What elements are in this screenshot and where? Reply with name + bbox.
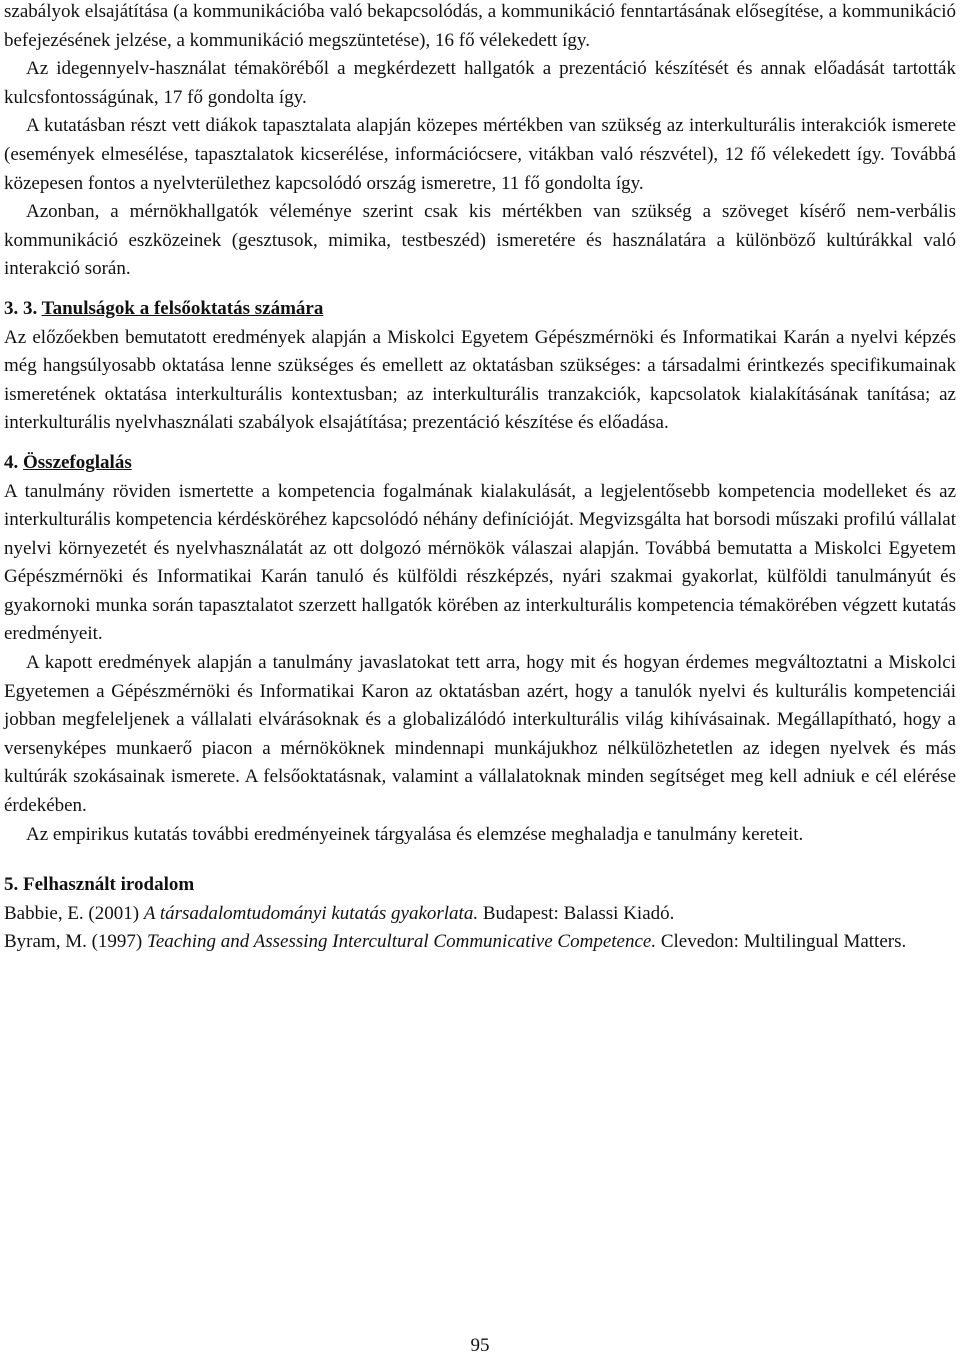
heading-title: Tanulságok a felsőoktatás számára: [41, 297, 324, 319]
paragraph-summary-3: Az empirikus kutatás további eredményeinek tárgyalása és elemzése meghaladja e tanulmány kereteit.: [26, 823, 804, 845]
paragraph-language-use: Az idegennyelv-használat témaköréből a megkérdezett hallgatók a prezentáció készítését és annak előadását tartották kulcsfontosságúnak, 17 fő gondolta így.: [4, 58, 956, 108]
heading-number: 5.: [4, 874, 19, 896]
heading-number: 4.: [4, 451, 19, 473]
reference-author: Byram, M. (1997): [4, 931, 148, 953]
paragraph-summary-2: A kapott eredmények alapján a tanulmány javaslatokat tett arra, hogy mit és hogyan érdemes megváltoztatni a Miskolci Egyetemen a Gépészmérnöki és Informatikai Karon az oktatásban azért, hogy a tanulók nyelvi és kulturális kompetenciái jobban megfeleljenek a vállalati elvárásoknak és a globalizálódó interkulturális világ kihívásainak. Megállapítható, hogy a versenyképes munkaerő piacon a mérnököknek mindennapi munkájukhoz nélkülözhetetlen az idegen nyelvek és más kultúrák szokásainak ismerete. A felsőoktatásnak, valamint a vállalatoknak minden segítséget meg kell adniuk e cél elérése érdekében.: [4, 652, 956, 817]
heading-title: Összefoglalás: [23, 451, 132, 473]
reference-author: Babbie, E. (2001): [4, 902, 144, 924]
paragraph-intercultural-interaction: A kutatásban részt vett diákok tapasztalata alapján közepes mértékben van szükség az interkulturális interakciók ismerete (események elmesélése, tapasztalatok kicserélése, információcsere, vitákban való részvétel), 12 fő vélekedett így. Továbbá közepesen fontos a nyelvterülethez kapcsolódó ország ismeretre, 11 fő gondolta így.: [4, 115, 956, 194]
heading-number: 3. 3.: [4, 297, 38, 319]
document-page: [4, 0, 956, 957]
reference-publisher: Budapest: Balassi Kiadó.: [478, 902, 675, 924]
heading-section-5: [4, 871, 956, 900]
heading-section-3-3: [4, 295, 956, 324]
page-number: 95: [470, 1335, 490, 1356]
heading-section-4: [4, 449, 956, 478]
reference-byram: [4, 928, 956, 957]
paragraph-nonverbal: Azonban, a mérnökhallgatók véleménye szerint csak kis mértékben van szükség a szöveget kísérő nem-verbális kommunikáció eszközeinek (gesztusok, mimika, testbeszéd) ismeretére és használatára a különböző kultúrákkal való interakció során.: [4, 201, 956, 280]
paragraph-continuation: szabályok elsajátítása (a kommunikációba való bekapcsolódás, a kommunikáció fenntartásának elősegítése, a kommunikáció befejezésének jelzése, a kommunikáció megszüntetése), 16 fő vélekedett így.: [4, 1, 956, 51]
paragraph-summary-1: A tanulmány röviden ismertette a kompetencia fogalmának kialakulását, a legjelentősebb kompetencia modelleket és az interkulturális kompetencia kérdésköréhez kapcsolódó néhány definícióját. Megvizsgálta hat borsodi műszaki profilú vállalat nyelvi környezetét és nyelvhasználatát az ott dolgozó mérnökök válaszai alapján. Továbbá bemutatta a Miskolci Egyetem Gépészmérnöki és Informatikai Karán tanuló és külföldi részképzés, nyári szakmai gyakorlat, külföldi tanulmányút és gyakornoki munka során tapasztalatot szerzett hallgatók körében az interkulturális kompetencia témakörében végzett kutatás eredményeit.: [4, 480, 956, 645]
reference-title: A társadalomtudományi kutatás gyakorlata.: [143, 902, 479, 924]
reference-babbie: [4, 900, 956, 929]
heading-title: Felhasznált irodalom: [23, 874, 195, 896]
paragraph-lessons: Az előzőekben bemutatott eredmények alapján a Miskolci Egyetem Gépészmérnöki és Informatikai Karán a nyelvi képzés még hangsúlyosabb oktatása lenne szükséges és emellett az oktatásban szükséges: a társadalmi érintkezés specifikumainak ismeretének oktatása interkulturális kontextusban; az interkulturális tranzakciók, kapcsolatok kialakításának tanítása; az interkulturális nyelvhasználati szabályok elsajátítása; prezentáció készítése és előadása.: [4, 326, 956, 434]
reference-publisher: Clevedon: Multilingual Matters.: [656, 931, 907, 953]
reference-title: Teaching and Assessing Intercultural Communicative Competence.: [147, 931, 657, 953]
